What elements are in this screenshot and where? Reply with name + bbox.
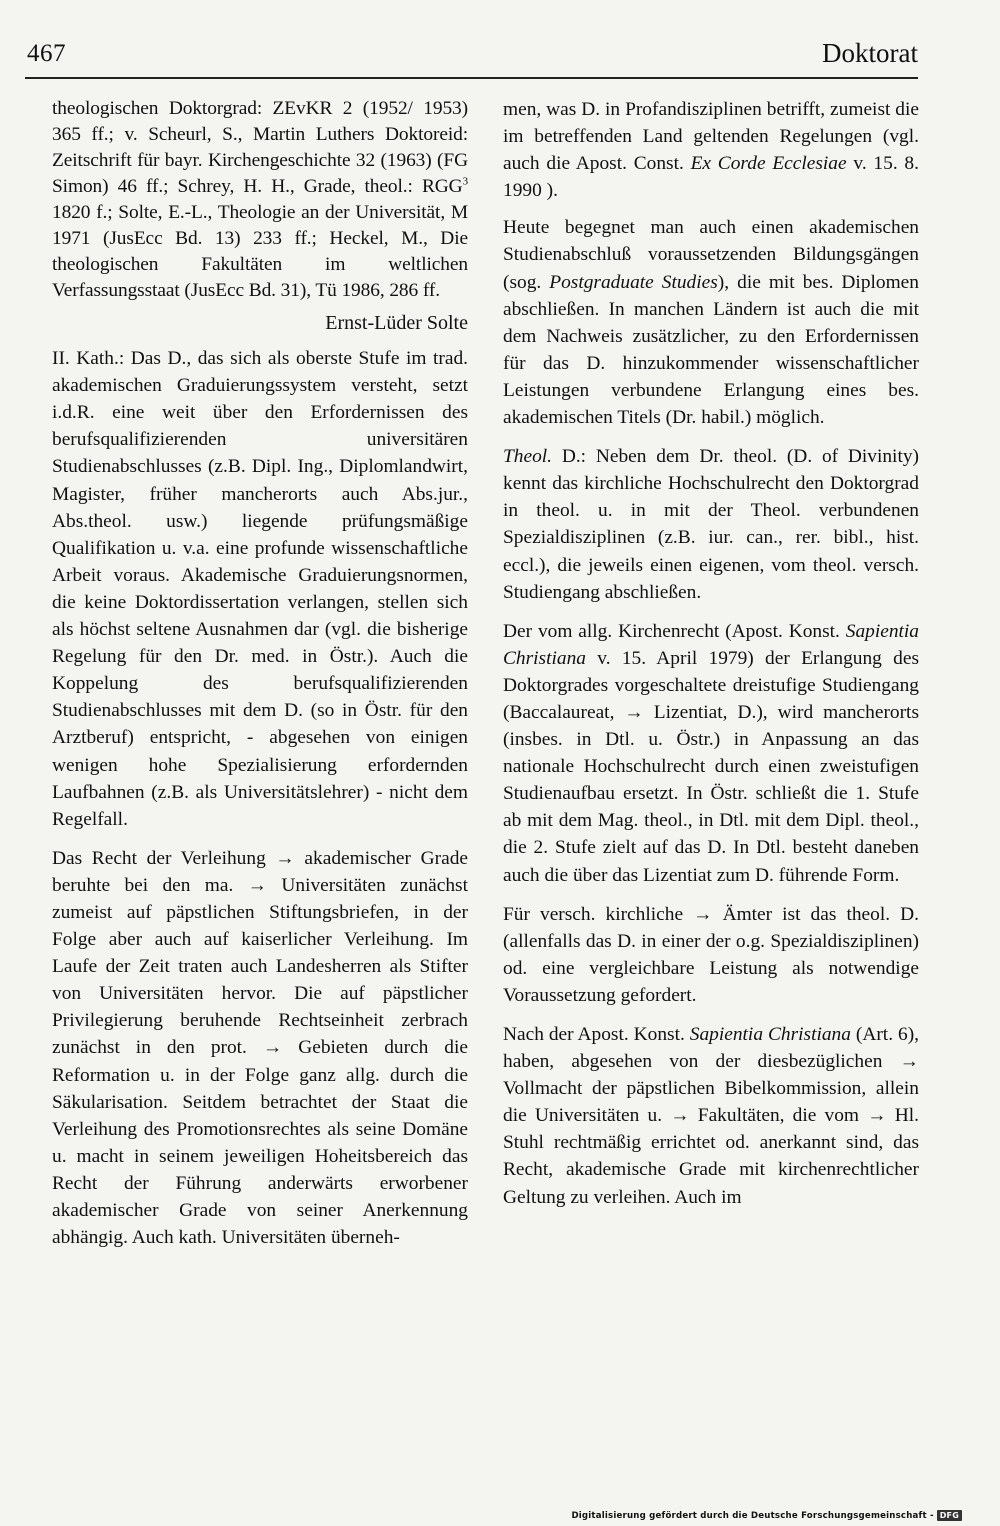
literature-text-a: theologischen Doktorgrad: ZEvKR 2 (1952/ 1953) 365 ff.; v. Scheurl, S., Martin Luthers Doktoreid: Zeitschrift für bayr. Kirchengeschichte 32 (1963) (FG Simon) 46 ff.; Schrey, H. H., Grade, theol.: RGG	[52, 98, 468, 197]
header-rule	[25, 77, 918, 79]
paragraph-postgraduate	[503, 214, 919, 431]
right-column	[503, 96, 919, 1211]
text-span: (Art. 6), haben, abgesehen von der diesbezüglichen → Vollmacht der päpstlichen Bibelkommission, allein die Universitäten u. → Fakultäten, die vom → Hl. Stuhl rechtmäßig errichtet od. anerkannt sind, das Recht, akademische Grade mit kirchenrechtlicher Geltung zu verleihen. Auch im	[503, 1024, 919, 1208]
text-span: ), die mit bes. Diplomen abschließen. In manchen Ländern ist auch die mit dem Nachweis zusätzlicher, zu den Erfordernissen für das D. hinzukommender wissenschaftlicher Leistungen verbundene Erlangung eines bes. akademischen Titels (Dr. habil.) möglich.	[503, 271, 919, 429]
paragraph-sapientia	[503, 1021, 919, 1211]
paragraph-studiengang	[503, 618, 919, 889]
digitization-footer	[571, 1510, 962, 1521]
literature-paragraph	[52, 96, 468, 304]
text-span: v. 15. April 1979) der Erlangung des Doktorgrades vorgeschaltete dreistufige Studiengang (Baccalaureat, → Lizentiat, D.), wird mancherorts (insbes. in Dtl. u. Östr.) in Anpassung an das nationale Hochschulrecht durch einen zweistufigen Studienaufbau ersetzt. In Östr. schließt die 1. Stufe ab mit dem Mag. theol., in Dtl. mit dem Dipl. theol., die 2. Stufe zielt auf das D. In Dtl. besteht daneben auch die über das Lizentiat zum D. führende Form.	[503, 647, 919, 886]
italic-heading: Theol.	[503, 446, 553, 468]
italic-term: Postgraduate Studies	[549, 271, 718, 293]
paragraph-kath: II. Kath.: Das D., das sich als oberste Stufe im trad. akademischen Graduierungssystem versteht, setzt i.d.R. eine weit über den Erfordernissen des berufsqualifizierenden universitären Studienabschlusses (z.B. Dipl. Ing., Diplomlandwirt, Magister, früher mancherorts auch Abs.jur., Abs.theol. usw.) liegende prüfungsmäßige Qualifikation u. v.a. eine profunde wissenschaftliche Arbeit voraus. Akademische Graduierungsnormen, die keine Doktordissertation verlangen, stellen sich als höchst seltene Ausnahmen dar (vgl. die bisherige Regelung für den Dr. med. in Östr.). Auch die Koppelung des berufsqualifizierenden Studienabschlusses mit dem D. (so in Östr. für den Arztberuf) entspricht, - abgesehen von einigen wenigen hohe Spezialisierung erfordernden Laufbahnen (z.B. als Universitätslehrer) - nicht dem Regelfall.	[52, 348, 468, 830]
italic-title: Ex Corde Ecclesiae	[690, 153, 847, 175]
text-span: Heute begegnet man auch einen akademischen Studienabschluß voraussetzenden Bildungsgängen (sog.	[503, 217, 919, 293]
text-span: men, was D. in Profandisziplinen betrifft, zumeist die im betreffenden Land geltenden Regelungen (vgl. auch die Apost. Const.	[503, 99, 919, 175]
paragraph-theol	[503, 443, 919, 606]
footer-text: Digitalisierung gefördert durch die Deutsche Forschungsgemeinschaft -	[571, 1510, 934, 1521]
text-span: D.: Neben dem Dr. theol. (D. of Divinity) kennt das kirchliche Hochschulrecht den Doktorgrad in theol. u. in mit der Theol. verbundenen Spezialdisziplinen (z.B. iur. can., rer. bibl., hist. eccl.), die jeweils einen eigenen, vom theol. versch. Studiengang abschließen.	[503, 446, 919, 603]
text-span: v. 15. 8. 1990 ).	[503, 153, 919, 202]
paragraph-aemter: Für versch. kirchliche → Ämter ist das theol. D. (allenfalls das D. in einer der o.g. Spezialdisziplinen) od. eine vergleichbare Leistung als notwendige Voraussetzung gefordert.	[503, 903, 919, 1006]
page-number: 467	[27, 40, 66, 67]
italic-title: Sapientia Christiana	[689, 1024, 851, 1045]
text-span: Der vom allg. Kirchenrecht (Apost. Konst.	[503, 620, 846, 642]
literature-superscript: 3	[462, 175, 468, 188]
paragraph-continuation	[503, 96, 919, 204]
italic-title: Sapientia Christiana	[503, 620, 919, 669]
literature-text-b: 1820 f.; Solte, E.-L., Theologie an der Universität, M 1971 (JusEcc Bd. 13) 233 ff.; Heckel, M., Die theologischen Fakultäten im weltlichen Verfassungsstaat (JusEcc Bd. 31), Tü 1986, 286 ff.	[52, 202, 468, 301]
left-column	[52, 96, 468, 1251]
paragraph-recht-der-verleihung: Das Recht der Verleihung → akademischer Grade beruhte bei den ma. → Universitäten zunächst zumeist auf päpstlichen Stiftungsbriefen, in der Folge aber auch auf kaiserlicher Verleihung. Im Laufe der Zeit traten auch Landesherren als Stifter von Universitäten hervor. Die auf päpstlicher Privilegierung beruhende Rechtseinheit zerbrach zunächst in den prot. → Gebieten durch die Reformation u. in der Folge ganz allg. durch die Säkularisation. Seitdem betrachtet der Staat die Verleihung des Promotionsrechtes als seine Domäne u. macht in seinem jeweiligen Hoheitsbereich das Recht der Führung anderwärts erworbener akademischer Grade von seiner Anerkennung abhängig. Auch kath. Universitäten überneh-	[52, 847, 468, 1249]
running-head: Doktorat	[822, 38, 918, 68]
author-signature: Ernst-Lüder Solte	[325, 312, 468, 334]
text-span: Nach der Apost. Konst.	[503, 1024, 690, 1045]
dfg-logo: DFG	[937, 1510, 962, 1521]
